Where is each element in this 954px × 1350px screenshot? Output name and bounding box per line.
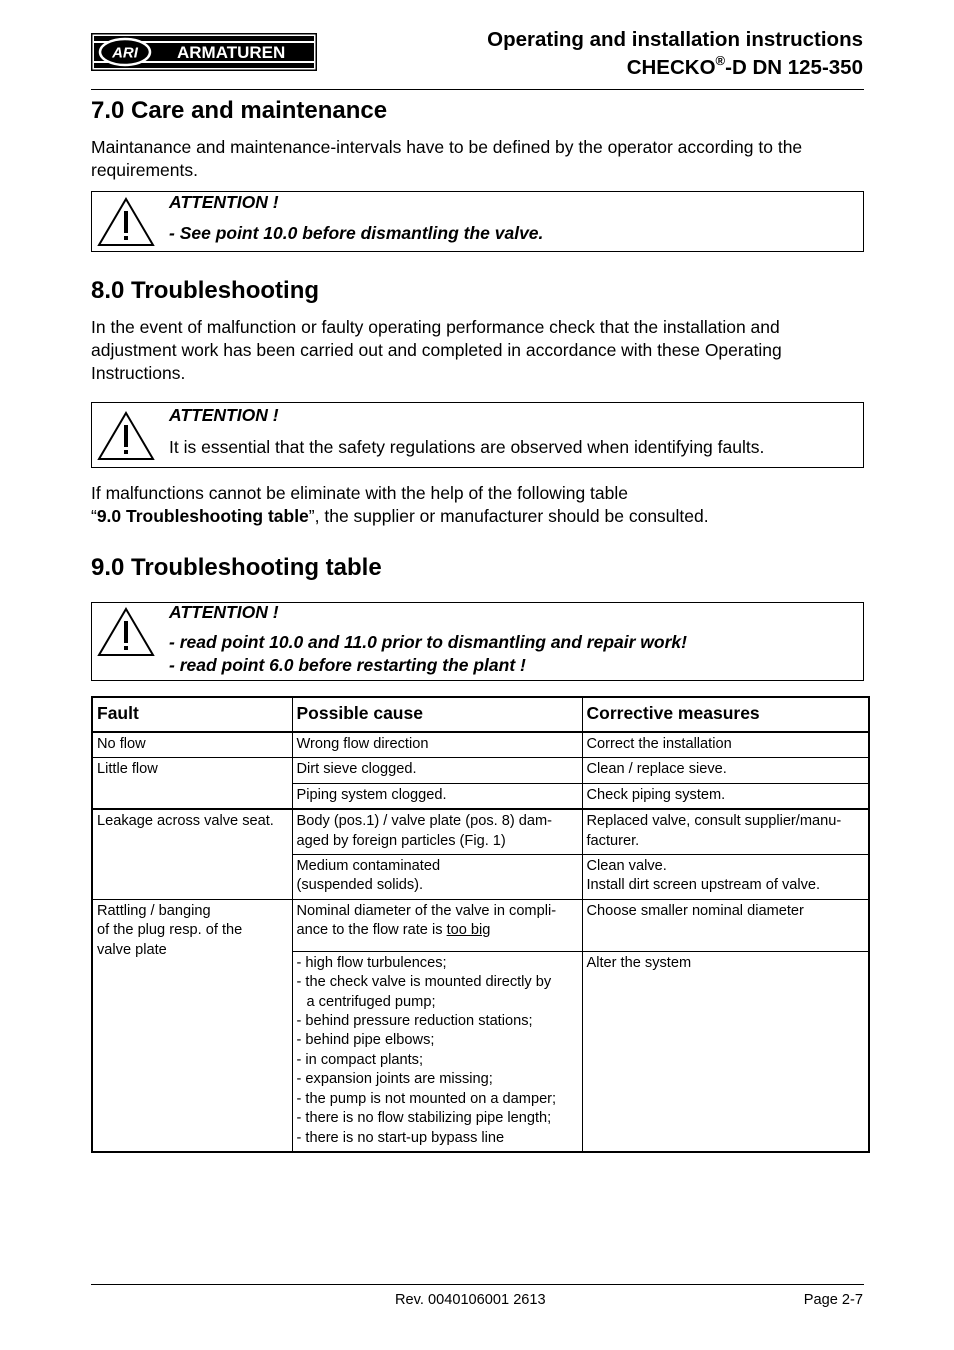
- cell-cause: [292, 899, 582, 951]
- cell-fault: Little flow: [92, 758, 292, 809]
- cell-measure: [582, 855, 869, 900]
- cell-cause: Piping system clogged.: [292, 783, 582, 809]
- attention-3-line-2: - read point 6.0 before restarting the plant !: [169, 655, 526, 675]
- table-row: [92, 758, 869, 783]
- cell-fault: [92, 899, 292, 1152]
- cell-cause: Dirt sieve clogged.: [292, 758, 582, 783]
- note-bold-reference: 9.0 Troubleshooting table: [96, 506, 309, 526]
- section-9-heading: 9.0 Troubleshooting table: [91, 554, 382, 581]
- measure-line: Replaced valve, consult supplier/manu-: [586, 813, 842, 830]
- cause-text: ance to the flow rate is: [296, 922, 447, 939]
- measure-line: facturer.: [586, 832, 640, 849]
- footer-page-number: Page 2-7: [803, 1292, 863, 1308]
- title-line-2: [487, 54, 863, 82]
- note-quote-open: “: [91, 506, 97, 526]
- product-name: CHECKO: [626, 56, 716, 79]
- cause-line: Nominal diameter of the valve in compli-: [296, 902, 557, 919]
- note-line-2: [91, 505, 866, 528]
- cell-fault: Leakage across valve seat.: [92, 809, 292, 899]
- cause-list-item: - high flow turbulences;: [296, 954, 447, 971]
- note-line-1: If malfunctions cannot be eliminate with the help of the following table: [91, 483, 628, 503]
- cell-measure: [582, 809, 869, 854]
- header-measure: Corrective measures: [582, 697, 869, 732]
- warning-triangle-icon: [97, 607, 155, 657]
- attention-box-1: [91, 191, 864, 252]
- table-row: [92, 809, 869, 854]
- attention-title-3: ATTENTION !: [169, 602, 279, 622]
- fault-line: of the plug resp. of the: [97, 922, 243, 939]
- attention-box-2: [91, 402, 864, 468]
- cause-underlined: too big: [446, 922, 491, 939]
- cause-list-item: - there is no flow stabilizing pipe length;: [296, 1110, 552, 1127]
- section-7-heading: 7.0 Care and maintenance: [91, 97, 388, 124]
- fault-line: Rattling / banging: [97, 902, 211, 919]
- table-row: [92, 899, 869, 951]
- warning-triangle-icon: [97, 197, 155, 247]
- ari-armaturen-logo: [91, 33, 317, 71]
- attention-box-3: [91, 602, 864, 681]
- cause-line: [297, 921, 578, 940]
- cause-line: Medium contaminated: [296, 858, 441, 875]
- logo-ari-text: ARI: [112, 44, 138, 62]
- table-row: [92, 732, 869, 758]
- logo-brand-text: ARMATUREN: [177, 43, 286, 62]
- cell-measure: Choose smaller nominal diameter: [582, 899, 869, 951]
- table-header-row: [92, 697, 869, 732]
- product-suffix: -D DN 125-350: [725, 56, 863, 79]
- section-8-note: [91, 482, 866, 528]
- header-cause: Possible cause: [292, 697, 582, 732]
- fault-line: valve plate: [97, 941, 167, 958]
- cell-measure: Check piping system.: [582, 783, 869, 809]
- section-7-paragraph: Maintanance and maintenance-intervals have to be defined by the operator according to the requirements.: [91, 137, 803, 180]
- cell-measure: Clean / replace sieve.: [582, 758, 869, 783]
- footer-revision: Rev. 0040106001 2613: [395, 1292, 546, 1308]
- section-8-paragraph: In the event of malfunction or faulty operating performance check that the installation and adjustment work has been carried out and completed in accordance with these Operating Instructions.: [91, 317, 782, 383]
- cell-measure: Correct the installation: [582, 732, 869, 758]
- attention-1-line-1: - See point 10.0 before dismantling the valve.: [169, 223, 544, 243]
- cause-list-item: - expansion joints are missing;: [296, 1071, 493, 1088]
- attention-2-line-1: It is essential that the safety regulations are observed when identifying faults.: [169, 437, 765, 457]
- cause-list-item: - behind pressure reduction stations;: [296, 1013, 533, 1030]
- attention-title-2: ATTENTION !: [169, 405, 279, 425]
- note-rest: ”, the supplier or manufacturer should be consulted.: [308, 506, 709, 526]
- registered-mark: ®: [715, 53, 726, 68]
- cause-list-item: a centrifuged pump;: [306, 993, 436, 1010]
- cell-cause-list: [292, 951, 582, 1152]
- cause-line: (suspended solids).: [296, 877, 424, 894]
- cause-list-item: - behind pipe elbows;: [296, 1032, 435, 1049]
- attention-title-1: ATTENTION !: [169, 192, 279, 212]
- cause-list-item: - the pump is not mounted on a damper;: [296, 1090, 557, 1107]
- cause-line: Body (pos.1) / valve plate (pos. 8) dam-: [296, 813, 553, 830]
- section-8-heading: 8.0 Troubleshooting: [91, 277, 320, 304]
- cause-line: aged by foreign particles (Fig. 1): [296, 832, 506, 849]
- cell-cause: [292, 855, 582, 900]
- cell-cause: [292, 809, 582, 854]
- measure-line: Install dirt screen upstream of valve.: [586, 877, 821, 894]
- cell-measure: Alter the system: [582, 951, 869, 1152]
- cause-list-item: - in compact plants;: [296, 1051, 424, 1068]
- header-divider: [91, 89, 864, 90]
- attention-3-line-1: - read point 10.0 and 11.0 prior to dismantling and repair work!: [169, 632, 687, 652]
- cause-list-item: - the check valve is mounted directly by: [296, 974, 552, 991]
- title-line-1: Operating and installation instructions: [487, 28, 863, 51]
- measure-line: Clean valve.: [586, 858, 667, 875]
- cell-fault: No flow: [92, 732, 292, 758]
- cause-list-item: - there is no start-up bypass line: [296, 1129, 505, 1146]
- footer-divider: [91, 1284, 864, 1285]
- document-title: [487, 26, 863, 82]
- header-fault: Fault: [92, 697, 292, 732]
- troubleshooting-table: [91, 696, 870, 1153]
- cell-cause: Wrong flow direction: [292, 732, 582, 758]
- warning-triangle-icon: [97, 411, 155, 461]
